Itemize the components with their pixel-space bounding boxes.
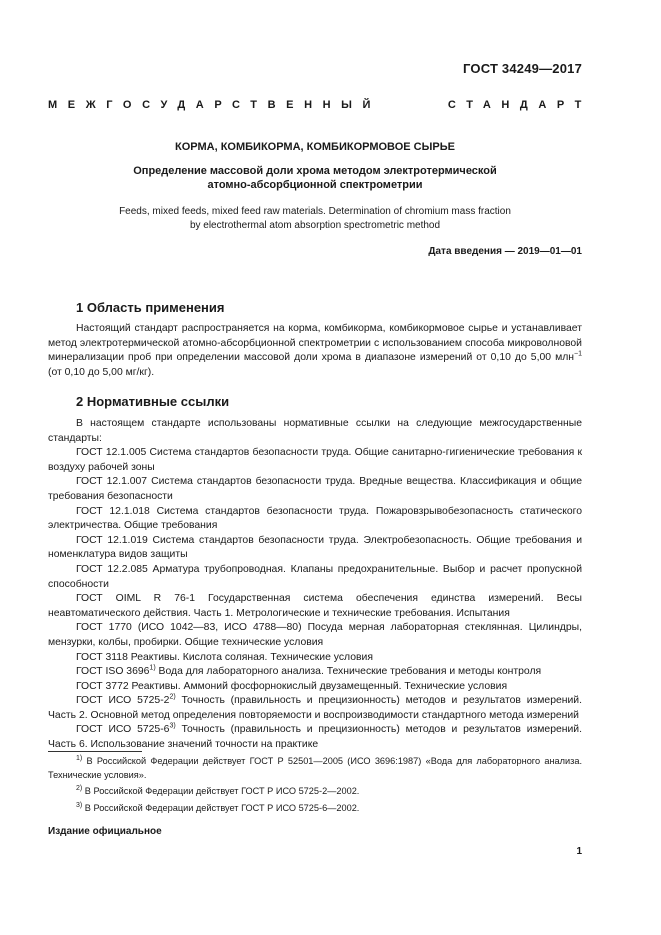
footnote: $^{3)}$ В Российской Федерации действует ГОСТ Р ИСО 5725-6—2002.: [76, 801, 360, 813]
footnotes: [48, 755, 582, 818]
english-title: [48, 205, 582, 233]
reference-item: ГОСТ OIML R 76-1 Государственная система обеспечения единства измерений. Весы неавтоматического действия. Часть 1. Метрологические и технические требования. Испытания: [48, 593, 582, 619]
section1-paragraph: Настоящий стандарт распространяется на корма, комбикорма, комбикормовое сырье и устанавливает метод электротермической атомно-абсорбционной спектрометрии с использованием способа микроволновой минерализации проб при определении массовой доли хрома в диапазоне измерений от 0,10 до 5,00 млн$^{-1}$ (от 0,10 до 5,00 мг/кг).: [48, 323, 582, 378]
reference-item: ГОСТ 12.1.007 Система стандартов безопасности труда. Вредные вещества. Классификация и общие требования безопасности: [48, 476, 582, 502]
section1-body: [48, 322, 582, 380]
gost-number: ГОСТ 34249—2017: [463, 61, 582, 76]
reference-item: ГОСТ 12.1.019 Система стандартов безопасности труда. Электробезопасность. Общие требования и номенклатура видов защиты: [48, 534, 582, 561]
document-subtitle: [48, 164, 582, 192]
section1-heading: 1 Область применения: [76, 300, 225, 315]
section2-heading: 2 Нормативные ссылки: [76, 394, 230, 409]
english-title-line: Feeds, mixed feeds, mixed feed raw materials. Determination of chromium mass fraction: [119, 206, 511, 217]
footnote-separator: [48, 751, 142, 752]
subtitle-line: Определение массовой доли хрома методом электротермической: [133, 165, 497, 177]
footnote: $^{2)}$ В Российской Федерации действует ГОСТ Р ИСО 5725-2—2002.: [76, 784, 360, 796]
reference-item: ГОСТ ISO 3696$^{1)}$ Вода для лабораторного анализа. Технические требования и методы контроля: [76, 664, 542, 678]
reference-item: ГОСТ ИСО 5725-2$^{2)}$ Точность (правильность и прецизионность) методов и результатов измерений. Часть 2. Основной метод определения повторяемости и воспроизводимости стандартного метода измерений: [48, 693, 582, 721]
reference-item: ГОСТ 12.1.018 Система стандартов безопасности труда. Пожаровзрывобезопасность статического электричества. Общие требования: [48, 505, 582, 532]
section2-body: [48, 417, 582, 753]
footnote: $^{1)}$ В Российской Федерации действует ГОСТ Р 52501—2005 (ИСО 3696:1987) «Вода для лабораторного анализа. Технические условия».: [48, 754, 582, 780]
introduction-date: Дата введения — 2019—01—01: [428, 246, 582, 257]
edition-label: Издание официальное: [48, 826, 162, 837]
reference-item: ГОСТ 12.2.085 Арматура трубопроводная. Клапаны предохранительные. Выбор и расчет пропускной способности: [48, 563, 582, 590]
english-title-line: by electrothermal atom absorption spectrometric method: [189, 220, 441, 231]
reference-item: ГОСТ 12.1.005 Система стандартов безопасности труда. Общие санитарно-гигиенические требования к воздуху рабочей зоны: [48, 447, 582, 473]
section2-intro: В настоящем стандарте использованы нормативные ссылки на следующие межгосударственные стандарты:: [48, 418, 582, 444]
reference-item: ГОСТ 1770 (ИСО 1042—83, ИСО 4788—80) Посуда мерная лабораторная стеклянная. Цилиндры, мензурки, колбы, пробирки. Общие технические условия: [48, 622, 582, 648]
page-number: 1: [576, 846, 582, 857]
document-title: КОРМА, КОМБИКОРМА, КОМБИКОРМОВОЕ СЫРЬЕ: [175, 141, 455, 153]
subtitle-line: атомно-абсорбционной спектрометрии: [207, 179, 423, 191]
standard-type-word2: СТАНДАРТ: [447, 99, 592, 111]
standard-type: [48, 99, 592, 111]
reference-item: ГОСТ 3118 Реактивы. Кислота соляная. Технические условия: [76, 651, 373, 663]
reference-item: ГОСТ 3772 Реактивы. Аммоний фосфорнокислый двузамещенный. Технические условия: [76, 680, 508, 692]
standard-type-word1: МЕЖГОСУДАРСТВЕННЫЙ: [48, 99, 382, 111]
reference-item: ГОСТ ИСО 5725-6$^{3)}$ Точность (правильность и прецизионность) методов и результатов измерений. Часть 6. Использование значений точности на практике: [48, 723, 582, 751]
